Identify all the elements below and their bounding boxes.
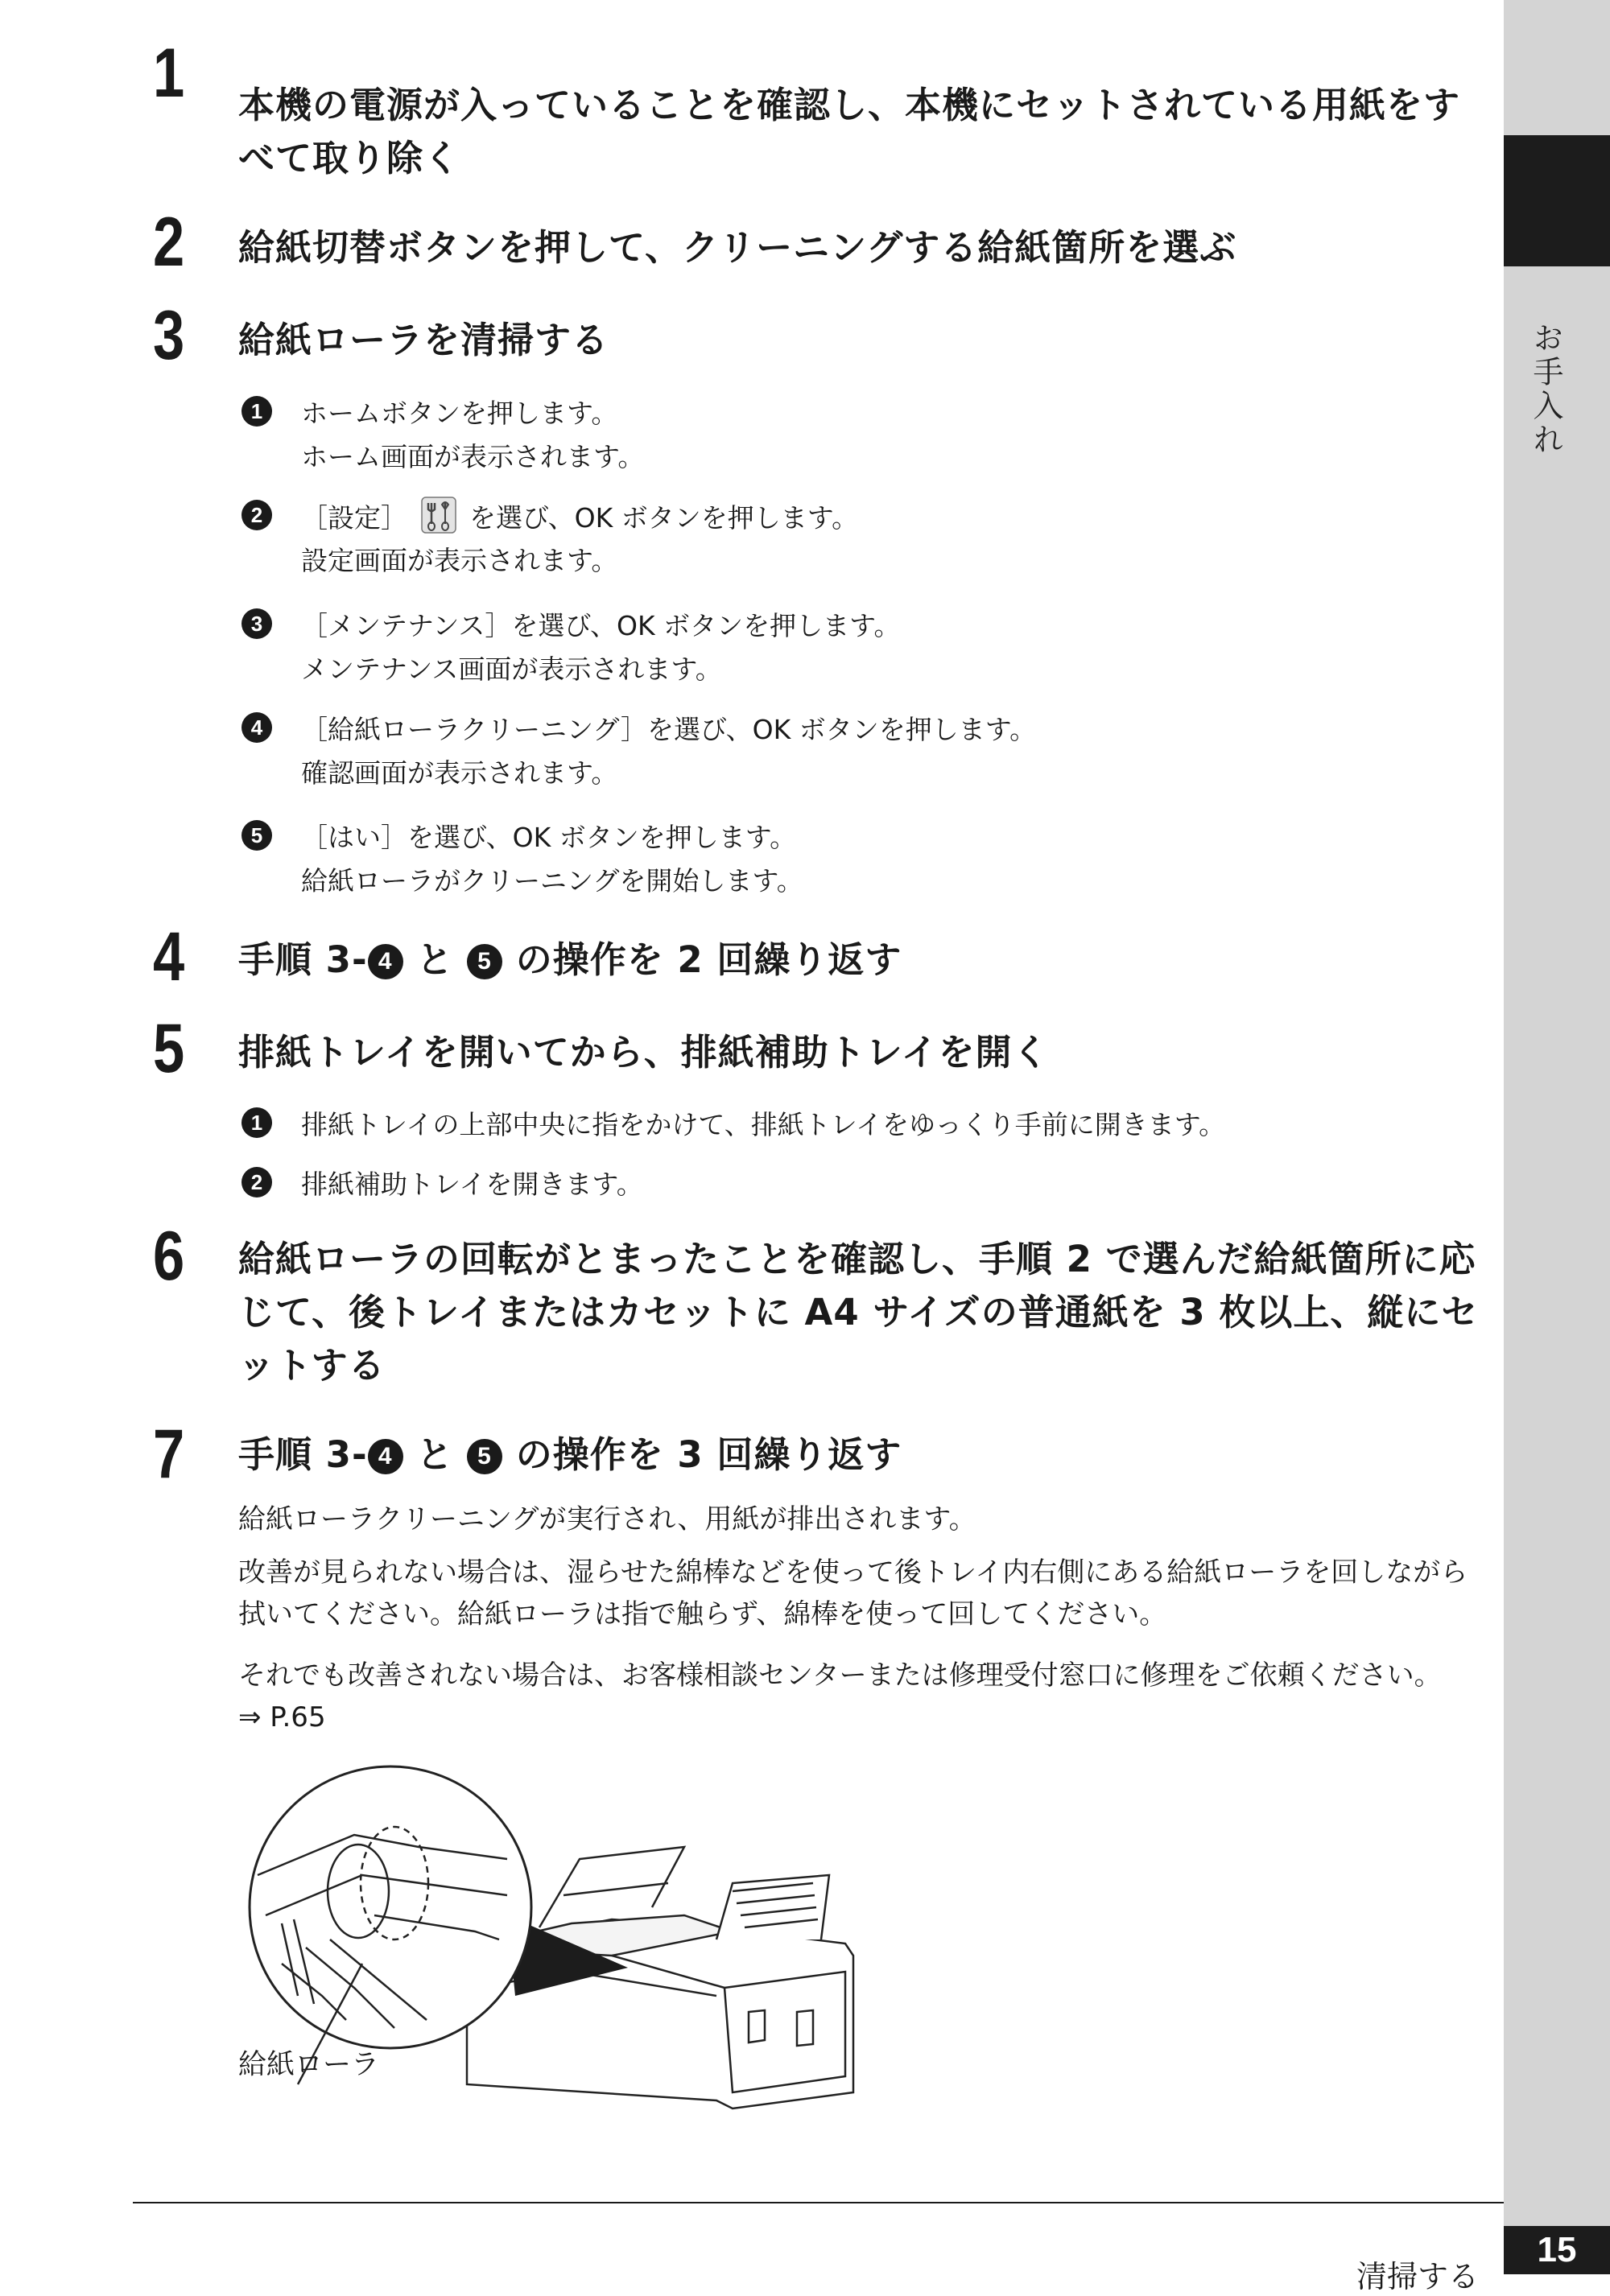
step-title: 給紙ローラを清掃する xyxy=(238,319,609,361)
sub-step-instruction: 排紙トレイの上部中央に指をかけて、排紙トレイをゆっくり手前に開きます。 xyxy=(301,1109,1226,1140)
sub-step-badge: 3 xyxy=(242,608,272,639)
step-ref-badge: 5 xyxy=(467,1439,502,1474)
figure-label: 給紙ローラ xyxy=(238,2049,380,2081)
step-title-part: と xyxy=(416,1433,454,1476)
step-title-part: の操作を 2 回繰り返す xyxy=(515,938,902,981)
step-number: 4 xyxy=(153,918,185,995)
step-title-part: と xyxy=(416,938,454,981)
step-title: 本機の電源が入っていることを確認し、本機にセットされている用紙をすべて取り除く xyxy=(238,84,1461,179)
step-number: 7 xyxy=(153,1416,185,1493)
footer-rule xyxy=(133,2202,1504,2203)
sub-step-instruction: ［はい］を選び、OK ボタンを押します。 xyxy=(301,822,797,853)
step-ref-badge: 4 xyxy=(368,1439,403,1474)
page-reference-link[interactable]: ⇒ P.65 xyxy=(238,1701,326,1733)
step-number: 3 xyxy=(153,297,185,374)
step-ref-badge: 4 xyxy=(368,944,403,979)
step-number: 1 xyxy=(153,35,185,112)
sub-step-instruction: ホームボタンを押します。 xyxy=(301,398,618,429)
result-paragraph: 給紙ローラクリーニングが実行され、用紙が排出されます。 xyxy=(238,1503,976,1535)
page-number: 15 xyxy=(1504,2226,1610,2274)
step-title: 排紙トレイを開いてから、排紙補助トレイを開く xyxy=(238,1031,1050,1074)
sub-step-badge: 2 xyxy=(242,1167,272,1197)
step-title xyxy=(238,934,1486,987)
sub-step-instruction: ［給紙ローラクリーニング］を選び、OK ボタンを押します。 xyxy=(301,714,1037,745)
step-ref-badge: 5 xyxy=(467,944,502,979)
sub-step-badge: 4 xyxy=(242,712,272,743)
setting-label: ［設定］ xyxy=(301,502,407,534)
chapter-label: お手入れ xyxy=(1528,322,1563,457)
sub-step-instruction: 排紙補助トレイを開きます。 xyxy=(301,1169,643,1200)
sub-step-badge: 1 xyxy=(242,396,272,427)
step-number: 6 xyxy=(153,1218,185,1295)
sub-step-result: ホーム画面が表示されます。 xyxy=(301,441,645,472)
sub-step-instruction xyxy=(301,497,858,535)
sub-step-badge: 5 xyxy=(242,820,272,851)
step-title-part: 手順 3- xyxy=(238,1433,368,1476)
step-title: 給紙切替ボタンを押して、クリーニングする給紙箇所を選ぶ xyxy=(238,226,1237,269)
support-paragraph: それでも改善されない場合は、お客様相談センターまたは修理受付窓口に修理をご依頼ください。 xyxy=(238,1659,1442,1692)
footer-section-title: 清掃する xyxy=(1356,2259,1480,2294)
sub-step-badge: 1 xyxy=(242,1107,272,1138)
sub-step-result: 確認画面が表示されます。 xyxy=(301,757,618,789)
step-title-part: の操作を 3 回繰り返す xyxy=(515,1433,902,1476)
sub-step-instruction: ［メンテナンス］を選び、OK ボタンを押します。 xyxy=(301,610,901,641)
note-paragraph: 改善が見られない場合は、湿らせた綿棒などを使って後トレイ内右側にある給紙ローラを回しながら拭いてください。給紙ローラは指で触らず、綿棒を使って回してください。 xyxy=(238,1556,1468,1630)
step-number: 5 xyxy=(153,1010,185,1087)
step-title xyxy=(238,1428,1486,1482)
sub-step-instruction-text: を選び、OK ボタンを押します。 xyxy=(469,502,859,534)
sub-step-result: 設定画面が表示されます。 xyxy=(301,545,618,576)
sub-step-badge: 2 xyxy=(242,500,272,530)
sub-step-result: 給紙ローラがクリーニングを開始します。 xyxy=(301,865,803,897)
step-title-part: 手順 3- xyxy=(238,938,368,981)
settings-icon xyxy=(421,497,456,534)
step-number: 2 xyxy=(153,204,185,281)
step-title: 給紙ローラの回転がとまったことを確認し、手順 2 で選んだ給紙箇所に応じて、後トレイまたはカセットに A4 サイズの普通紙を 3 枚以上、縦にセットする xyxy=(238,1238,1479,1387)
chapter-tab-marker xyxy=(1504,135,1610,266)
sub-step-result: メンテナンス画面が表示されます。 xyxy=(301,653,722,685)
